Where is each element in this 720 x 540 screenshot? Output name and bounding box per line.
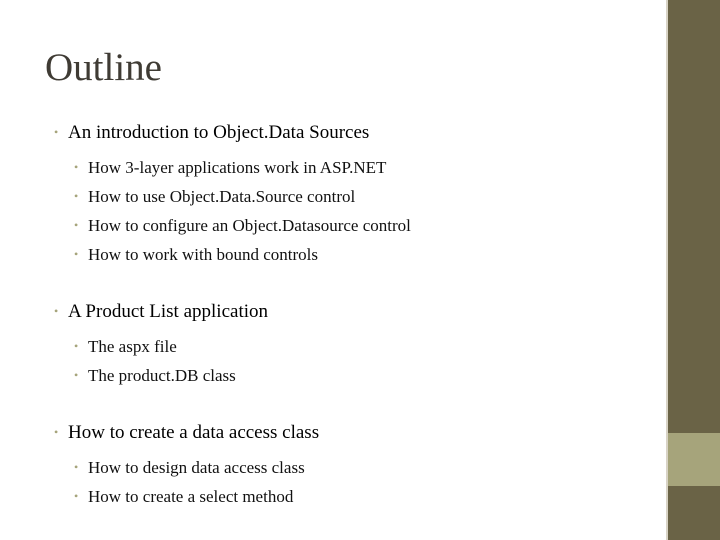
- outline-section-2: [54, 299, 268, 390]
- decorative-sidebar-top: [668, 0, 720, 433]
- bullet-icon: •: [74, 246, 79, 261]
- bullet-icon: •: [74, 488, 79, 503]
- bullet-icon: •: [54, 125, 59, 139]
- outline-subitem-text: How 3-layer applications work in ASP.NET: [88, 157, 387, 177]
- outline-heading-2: [54, 299, 268, 325]
- outline-subitems-1: [74, 153, 411, 269]
- outline-heading-1: [54, 120, 411, 146]
- outline-subitem-text: The product.DB class: [88, 365, 236, 385]
- outline-section-3: [54, 420, 319, 511]
- bullet-icon: •: [74, 459, 79, 474]
- bullet-icon: •: [54, 304, 59, 318]
- outline-heading-text: A Product List application: [68, 301, 269, 322]
- outline-section-1: [54, 120, 411, 269]
- outline-heading-3: [54, 420, 319, 446]
- decorative-sidebar-bottom: [668, 486, 720, 540]
- outline-subitem: [74, 240, 411, 269]
- outline-subitem-text: How to design data access class: [88, 457, 305, 477]
- outline-subitem: [74, 482, 319, 511]
- outline-subitem: [74, 332, 268, 361]
- outline-subitem: [74, 361, 268, 390]
- outline-subitems-3: [74, 453, 319, 511]
- bullet-icon: •: [74, 367, 79, 382]
- outline-subitem-text: How to create a select method: [88, 486, 294, 506]
- outline-heading-text: How to create a data access class: [68, 422, 320, 443]
- decorative-sidebar-accent: [668, 433, 720, 486]
- outline-subitem-text: How to work with bound controls: [88, 244, 318, 264]
- slide-title: Outline: [45, 46, 162, 89]
- outline-subitem: [74, 211, 411, 240]
- bullet-icon: •: [74, 217, 79, 232]
- outline-heading-text: An introduction to Object.Data Sources: [68, 122, 370, 143]
- bullet-icon: •: [74, 188, 79, 203]
- outline-subitem: [74, 453, 319, 482]
- outline-subitem-text: How to use Object.Data.Source control: [88, 186, 356, 206]
- outline-subitem-text: The aspx file: [88, 336, 177, 356]
- outline-subitems-2: [74, 332, 268, 390]
- bullet-icon: •: [54, 425, 59, 439]
- outline-subitem-text: How to configure an Object.Datasource control: [88, 215, 411, 235]
- outline-subitem: [74, 153, 411, 182]
- bullet-icon: •: [74, 159, 79, 174]
- bullet-icon: •: [74, 338, 79, 353]
- outline-subitem: [74, 182, 411, 211]
